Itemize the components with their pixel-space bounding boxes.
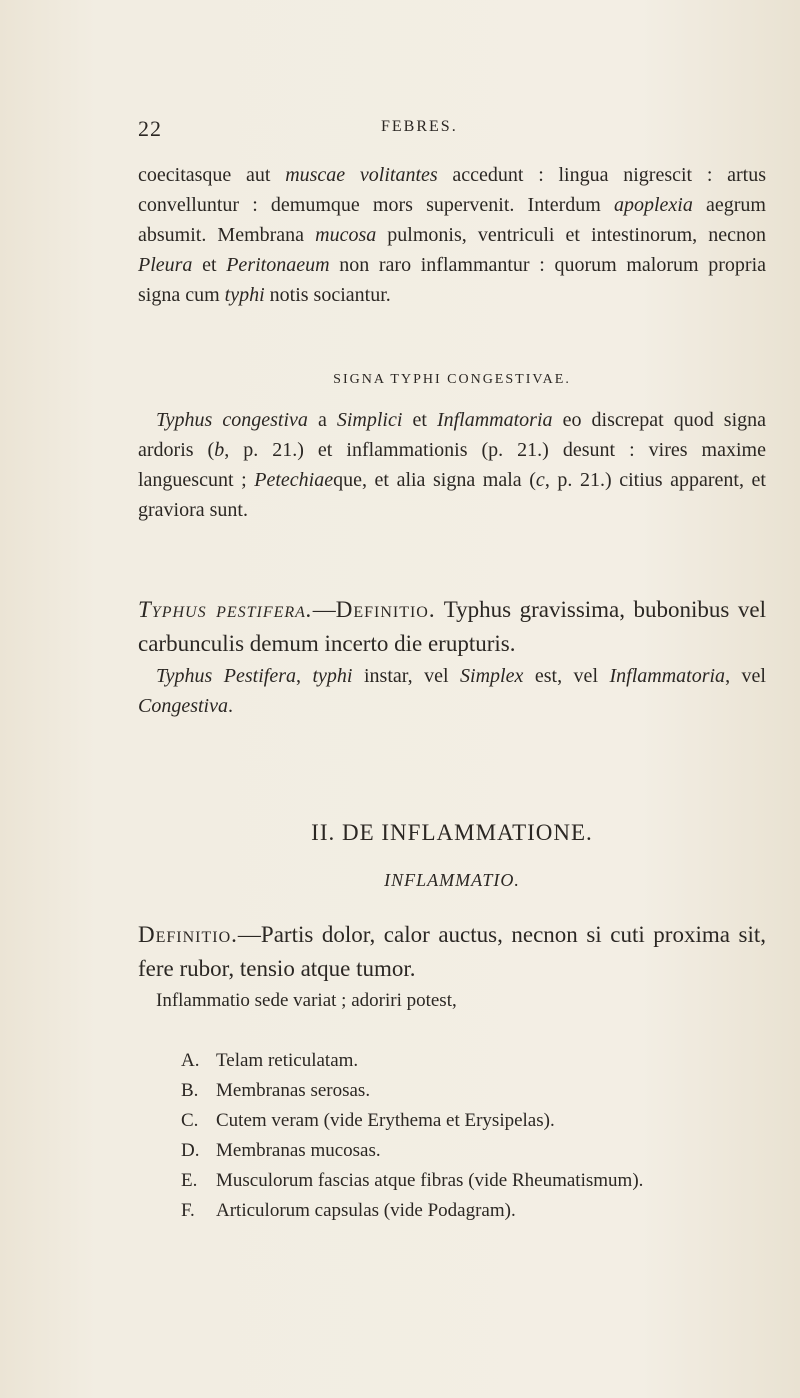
section-heading: II. DE INFLAMMATIONE.: [311, 820, 593, 845]
signa-heading: SIGNA TYPHI CONGESTIVAE.: [333, 372, 571, 387]
definition-pestifera: [138, 593, 766, 721]
definition-text: Definitio.—Partis dolor, calor auctus, necnon si cuti proxima sit, fere rubor, tensio atque tumor.: [138, 922, 766, 981]
paragraph-text: Typhus congestiva a Simplici et Inflammatoria eo discrepat quod signa ardoris (b, p. 21.) et inflammationis (p. 21.) desunt : vires maxime languescunt ; Petechiaeque, et alia signa mala (c, p. 21.) citius apparent, et graviora sunt.: [138, 409, 767, 521]
list-item: B. Membranas serosas.: [181, 1080, 371, 1101]
list-item: A. Telam reticulatam.: [181, 1050, 359, 1071]
definition-inflammatio: [138, 918, 766, 1016]
sede-intro: Inflammatio sede variat ; adoriri potest,: [156, 990, 457, 1011]
sede-list: [181, 1046, 771, 1226]
list-item: D. Membranas mucosas.: [181, 1140, 381, 1161]
paragraph-text: Typhus Pestifera, typhi instar, vel Simplex est, vel Inflammatoria, vel Congestiva.: [138, 665, 766, 717]
paragraph-text: coecitasque aut muscae volitantes accedunt : lingua nigrescit : artus convelluntur : demumque mors supervenit. Interdum apoplexia aegrum absumit. Membrana mucosa pulmonis, ventriculi et intestinorum, necnon Pleura et Peritonaeum non raro inflammantur : quorum malorum propria signa cum typhi notis sociantur.: [138, 164, 766, 306]
section-subheading: INFLAMMATIO.: [384, 870, 520, 890]
list-item: E. Musculorum fascias atque fibras (vide Rheumatismum).: [181, 1170, 644, 1191]
list-item: F. Articulorum capsulas (vide Podagram).: [181, 1200, 516, 1221]
page-number: 22: [138, 116, 162, 141]
definition-text: Typhus pestifera.—Definitio. Typhus gravissima, bubonibus vel carbunculis demum incerto die erupturis.: [138, 597, 766, 656]
paragraph-continuation: [138, 160, 766, 310]
paragraph-congestiva: [138, 405, 766, 525]
page-header: [138, 116, 698, 146]
running-title: FEBRES.: [381, 118, 458, 135]
list-item: C. Cutem veram (vide Erythema et Erysipelas).: [181, 1110, 555, 1131]
